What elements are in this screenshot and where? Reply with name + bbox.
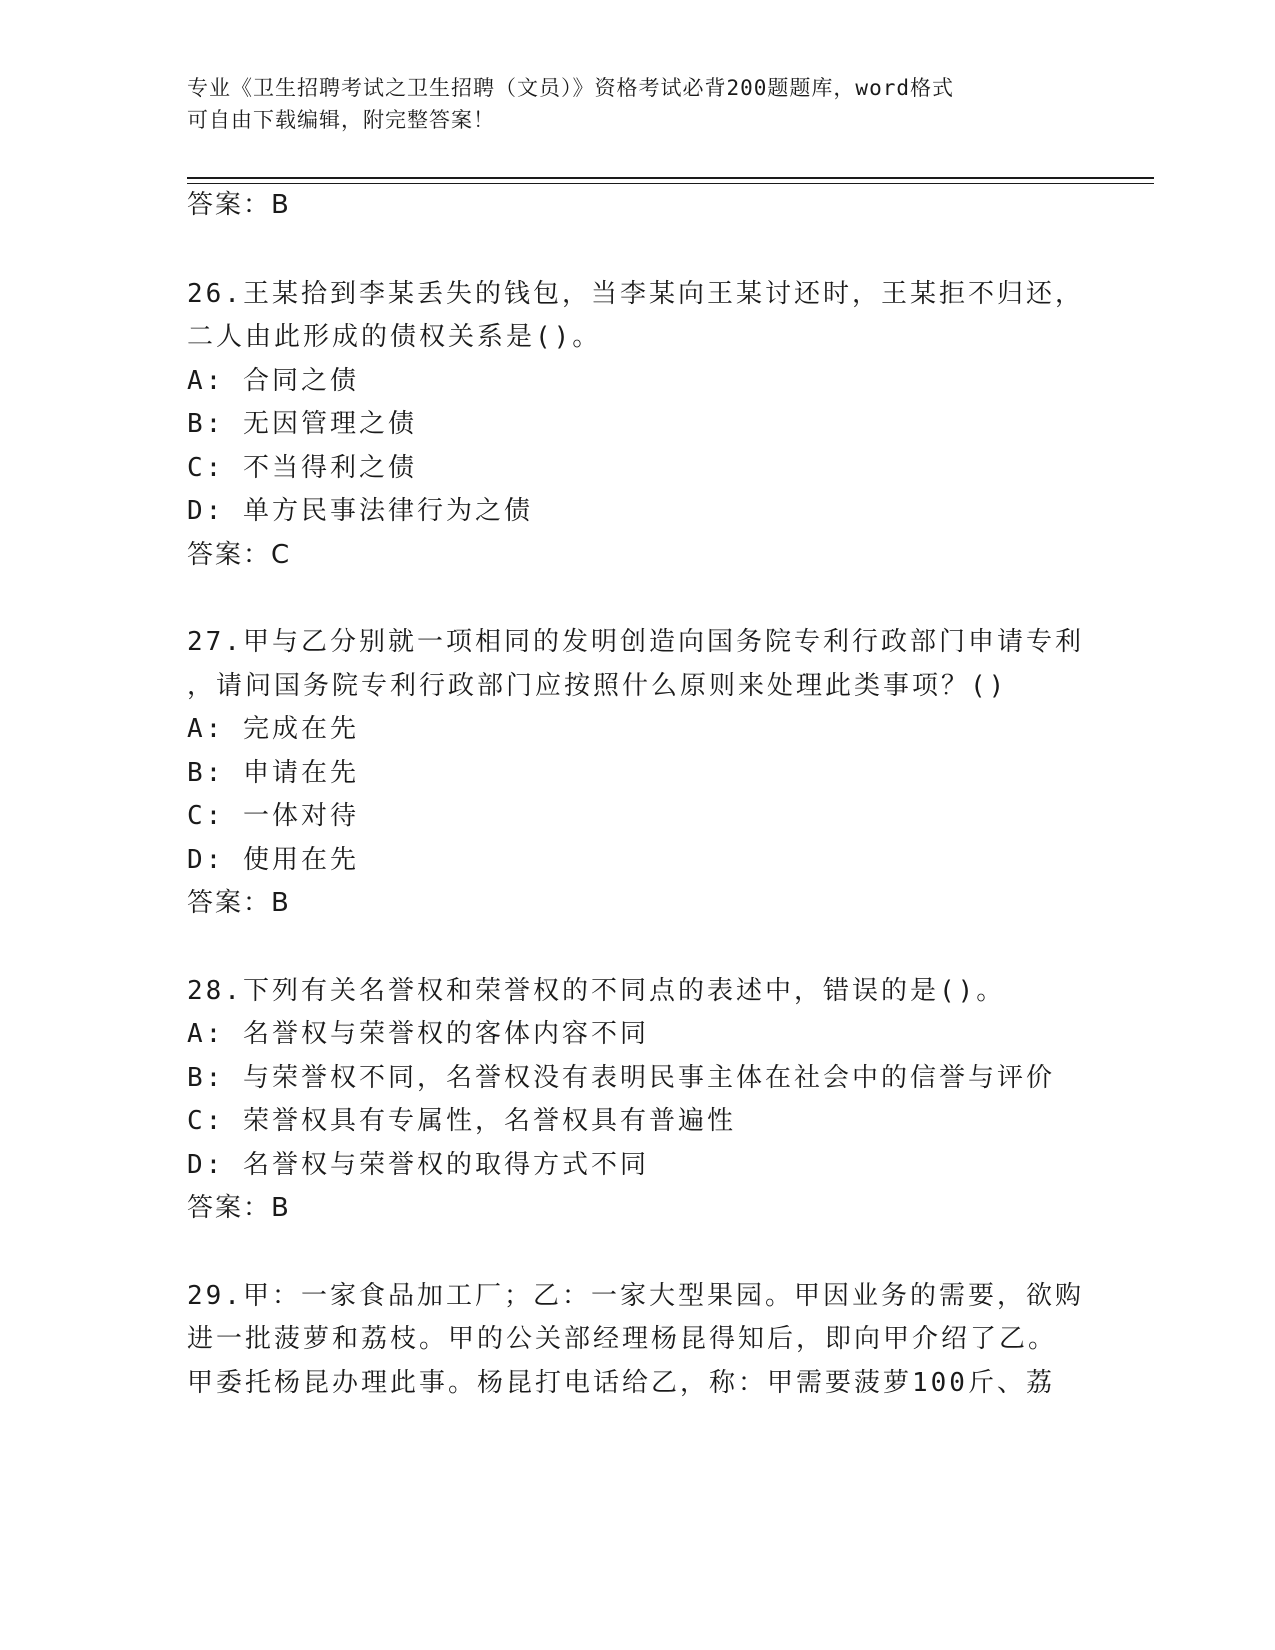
question-29-stem-line-2: 进一批菠萝和荔枝。甲的公关部经理杨昆得知后，即向甲介绍了乙。	[187, 1324, 1058, 1354]
header-line-2: 可自由下载编辑，附完整答案！	[187, 108, 495, 132]
question-27-answer: 答案：B	[187, 888, 291, 918]
question-28-option-c: C: 荣誉权具有专属性，名誉权具有普遍性	[187, 1106, 736, 1136]
question-28-stem-line-1: 28.下列有关名誉权和荣誉权的不同点的表述中，错误的是()。	[187, 976, 1006, 1006]
question-26-option-a: A: 合同之债	[187, 366, 359, 396]
question-27-stem-line-1: 27.甲与乙分别就一项相同的发明创造向国务院专利行政部门申请专利	[187, 627, 1084, 657]
question-27-option-d: D: 使用在先	[187, 845, 359, 875]
document-header	[187, 72, 1087, 136]
question-27-stem-line-2: ，请问国务院专利行政部门应按照什么原则来处理此类事项？()	[187, 671, 1008, 701]
question-26-option-c: C: 不当得利之债	[187, 453, 417, 483]
question-27-option-c: C: 一体对待	[187, 801, 359, 831]
header-rule-thick	[187, 177, 1154, 179]
question-28-option-d: D: 名誉权与荣誉权的取得方式不同	[187, 1150, 649, 1180]
question-27-option-a: A: 完成在先	[187, 714, 359, 744]
question-26-option-d: D: 单方民事法律行为之债	[187, 496, 533, 526]
previous-answer: 答案：B	[187, 190, 291, 220]
question-28-option-b: B: 与荣誉权不同，名誉权没有表明民事主体在社会中的信誉与评价	[187, 1063, 1055, 1093]
question-26-option-b: B: 无因管理之债	[187, 409, 417, 439]
question-26-stem-line-2: 二人由此形成的债权关系是()。	[187, 322, 602, 352]
question-26-answer: 答案：C	[187, 540, 292, 570]
header-line-1: 专业《卫生招聘考试之卫生招聘（文员）》资格考试必背200题题库，word格式	[187, 76, 954, 100]
question-28-answer: 答案：B	[187, 1193, 291, 1223]
question-29-stem-line-1: 29.甲：一家食品加工厂；乙：一家大型果园。甲因业务的需要，欲购	[187, 1281, 1084, 1311]
question-26-stem-line-1: 26.王某拾到李某丢失的钱包，当李某向王某讨还时，王某拒不归还，	[187, 279, 1084, 309]
question-29-stem-line-3: 甲委托杨昆办理此事。杨昆打电话给乙，称：甲需要菠萝100斤、荔	[187, 1368, 1055, 1398]
header-rule-thin	[187, 183, 1154, 184]
question-28-option-a: A: 名誉权与荣誉权的客体内容不同	[187, 1019, 649, 1049]
question-27-option-b: B: 申请在先	[187, 758, 359, 788]
